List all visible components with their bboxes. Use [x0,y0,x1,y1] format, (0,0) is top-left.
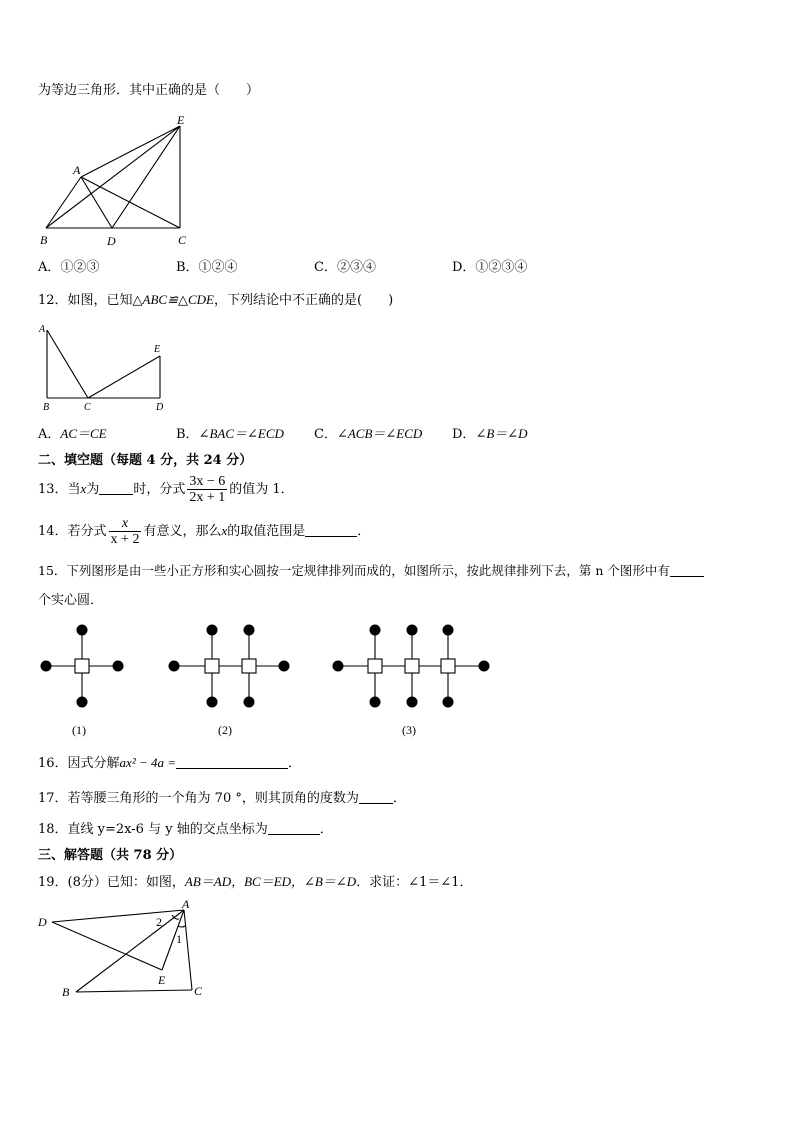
q15-caption-2: (2) [218,723,232,737]
q11-label-c: C [178,233,187,247]
q19-angle-1: 1 [176,932,182,946]
q19-label-e: E [158,973,166,987]
section-3-heading: 三、解答题（共 78 分） [38,848,183,863]
q19-stem: 19．(8分）已知：如图，AB＝AD，BC＝ED，∠B＝∠D．求证：∠1＝∠1． [38,874,473,890]
q15-line2: 个实心圆． [38,593,104,608]
q16: 16．因式分解ax² − 4a = ． [38,755,302,771]
q15-line1: 15．下列图形是由一些小正方形和实心圆按一定规律排列而成的，如图所示，按此规律排列下去，第 n 个图形中有 [38,562,704,580]
q12-option-c: C．∠ACB＝∠ECD [314,426,423,442]
q11-figure [36,112,196,250]
q13: 13．当x为 时，分式 $\frac{3x - 6}{2x + 1}$ 的值为 1． [38,474,294,505]
q11-option-c: C．②③④ [314,260,376,275]
q12-label-c: C [84,402,91,413]
q13-fraction: $\frac{3x - 6}{2x + 1}$ [189,474,226,505]
q18: 18．直线 y=2x-6 与 y 轴的交点坐标为 ． [38,822,333,837]
q11-label-b: B [40,233,48,247]
q11-intro: 为等边三角形．其中正确的是（ ） [38,83,260,98]
q12-label-a: A [39,324,46,335]
q15-caption-3: (3) [402,723,416,737]
q19-label-c: C [194,984,203,998]
q11-option-d: D．①②③④ [452,260,528,275]
q14-answer-blank [305,524,357,537]
q12-label-d: D [156,402,164,413]
q11-option-b: B．①②④ [176,260,238,275]
q12-option-b: B．∠BAC＝∠ECD [176,426,284,442]
q12-label-b: B [43,402,50,413]
q12-figure [36,320,176,416]
q18-answer-blank [268,822,320,835]
q17: 17．若等腰三角形的一个角为 70 °，则其顶角的度数为 ． [38,791,406,806]
q19-label-a: A [182,898,190,911]
q12-stem: 12．如图，已知△ABC≌△CDE，下列结论中不正确的是( ) [38,292,394,308]
q11-label-e: E [177,113,185,127]
q19-figure [36,898,216,1002]
q15-answer-blank [670,564,704,577]
q16-answer-blank [176,756,288,769]
q12-label-e: E [154,344,161,355]
q17-answer-blank [359,791,393,804]
q15-figure [34,618,494,742]
q19-label-d: D [38,915,47,929]
q15-caption-1: (1) [72,723,86,737]
section-2-heading: 二、填空题（每题 4 分，共 24 分） [38,453,253,468]
q13-answer-blank [99,482,133,495]
q11-label-a: A [73,163,81,177]
q11-label-d: D [107,234,116,248]
q12-option-a: A．AC＝CE [38,426,107,442]
q19-label-b: B [62,985,70,999]
q12-option-d: D．∠B＝∠D [452,426,528,442]
q19-angle-2: 2 [156,915,162,929]
q11-option-a: A．①②③ [38,260,100,275]
q14: 14．若分式 $\frac{x}{x + 2}$ 有意义，那么x的取值范围是 ． [38,516,371,547]
q14-fraction: $\frac{x}{x + 2}$ [110,516,140,547]
